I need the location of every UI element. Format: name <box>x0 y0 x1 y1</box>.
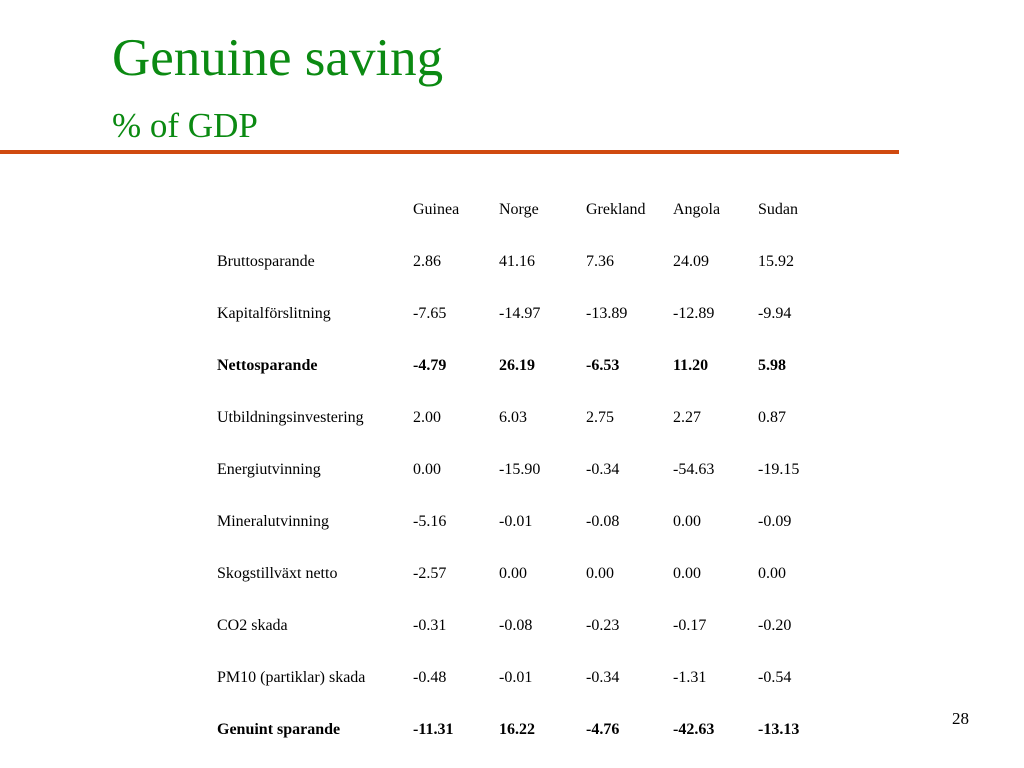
table-cell: 16.22 <box>499 721 535 738</box>
table-row <box>212 392 823 444</box>
table-cell: 0.00 <box>758 565 786 582</box>
row-label: Bruttosparande <box>217 253 315 270</box>
table-cell: 6.03 <box>499 409 527 426</box>
table-cell: 41.16 <box>499 253 535 270</box>
table-cell: -0.09 <box>758 513 792 530</box>
table-cell: -7.65 <box>413 305 447 322</box>
slide-subtitle: % of GDP <box>112 106 258 145</box>
table-row <box>212 496 823 548</box>
row-label: CO2 skada <box>217 617 288 634</box>
row-label: Kapitalförslitning <box>217 305 331 322</box>
table-cell: -2.57 <box>413 565 447 582</box>
table-cell: -0.08 <box>499 617 533 634</box>
row-label: Mineralutvinning <box>217 513 329 530</box>
table-row <box>212 340 823 392</box>
table-cell: -14.97 <box>499 305 541 322</box>
table-cell: 11.20 <box>673 357 709 374</box>
table-cell: -12.89 <box>673 305 715 322</box>
header-cell-norge: Norge <box>499 201 539 218</box>
table-cell: 26.19 <box>499 357 535 374</box>
table-row <box>212 652 823 704</box>
page-number: 28 <box>952 709 969 728</box>
table-cell: 0.00 <box>586 565 614 582</box>
slide-title: Genuine saving <box>112 29 444 87</box>
table-cell: 5.98 <box>758 357 786 374</box>
table-cell: 24.09 <box>673 253 709 270</box>
table-cell: 0.00 <box>673 513 701 530</box>
table-cell: -0.48 <box>413 669 447 686</box>
table-cell: -0.17 <box>673 617 707 634</box>
genuine-saving-table <box>212 184 823 756</box>
table-cell: -54.63 <box>673 461 715 478</box>
row-label: Nettosparande <box>217 357 318 374</box>
table-cell: -0.34 <box>586 669 620 686</box>
table-cell: -0.31 <box>413 617 447 634</box>
table-cell: -1.31 <box>673 669 707 686</box>
table-cell: -0.54 <box>758 669 792 686</box>
row-label: Energiutvinning <box>217 461 321 478</box>
table-row <box>212 236 823 288</box>
table-cell: -15.90 <box>499 461 541 478</box>
table-cell: 0.00 <box>499 565 527 582</box>
table-cell: -4.76 <box>586 721 620 738</box>
table-cell: -11.31 <box>413 721 454 738</box>
header-cell-angola: Angola <box>673 201 721 218</box>
row-label: Genuint sparande <box>217 721 341 738</box>
header-cell-sudan: Sudan <box>758 201 798 218</box>
table-cell: -0.01 <box>499 669 533 686</box>
table-cell: -0.08 <box>586 513 620 530</box>
table-row <box>212 288 823 340</box>
table-header-row <box>212 184 823 236</box>
table-cell: -0.34 <box>586 461 620 478</box>
table-cell: -9.94 <box>758 305 792 322</box>
table-cell: 2.86 <box>413 253 441 270</box>
table-row <box>212 548 823 600</box>
table-cell: -42.63 <box>673 721 715 738</box>
table-row <box>212 600 823 652</box>
title-divider <box>0 150 899 154</box>
table-cell: -13.13 <box>758 721 800 738</box>
header-cell-empty <box>212 184 408 236</box>
row-label: Skogstillväxt netto <box>217 565 338 582</box>
table-cell: -4.79 <box>413 357 447 374</box>
table-cell: -0.20 <box>758 617 792 634</box>
table-cell: 2.75 <box>586 409 614 426</box>
table-cell: -0.23 <box>586 617 620 634</box>
table-cell: -5.16 <box>413 513 447 530</box>
table-cell: 0.00 <box>673 565 701 582</box>
table-cell: -13.89 <box>586 305 628 322</box>
table-cell: 15.92 <box>758 253 794 270</box>
header-cell-guinea: Guinea <box>413 201 460 218</box>
table-cell: -6.53 <box>586 357 620 374</box>
row-label: Utbildningsinvestering <box>217 409 364 426</box>
header-cell-grekland: Grekland <box>586 201 646 218</box>
table-cell: 0.00 <box>413 461 441 478</box>
table-cell: 2.00 <box>413 409 441 426</box>
table-row <box>212 444 823 496</box>
table-cell: 7.36 <box>586 253 614 270</box>
table-row <box>212 704 823 756</box>
row-label: PM10 (partiklar) skada <box>217 669 366 686</box>
table-cell: 2.27 <box>673 409 701 426</box>
table-cell: -0.01 <box>499 513 533 530</box>
table-cell: -19.15 <box>758 461 800 478</box>
table-cell: 0.87 <box>758 409 786 426</box>
